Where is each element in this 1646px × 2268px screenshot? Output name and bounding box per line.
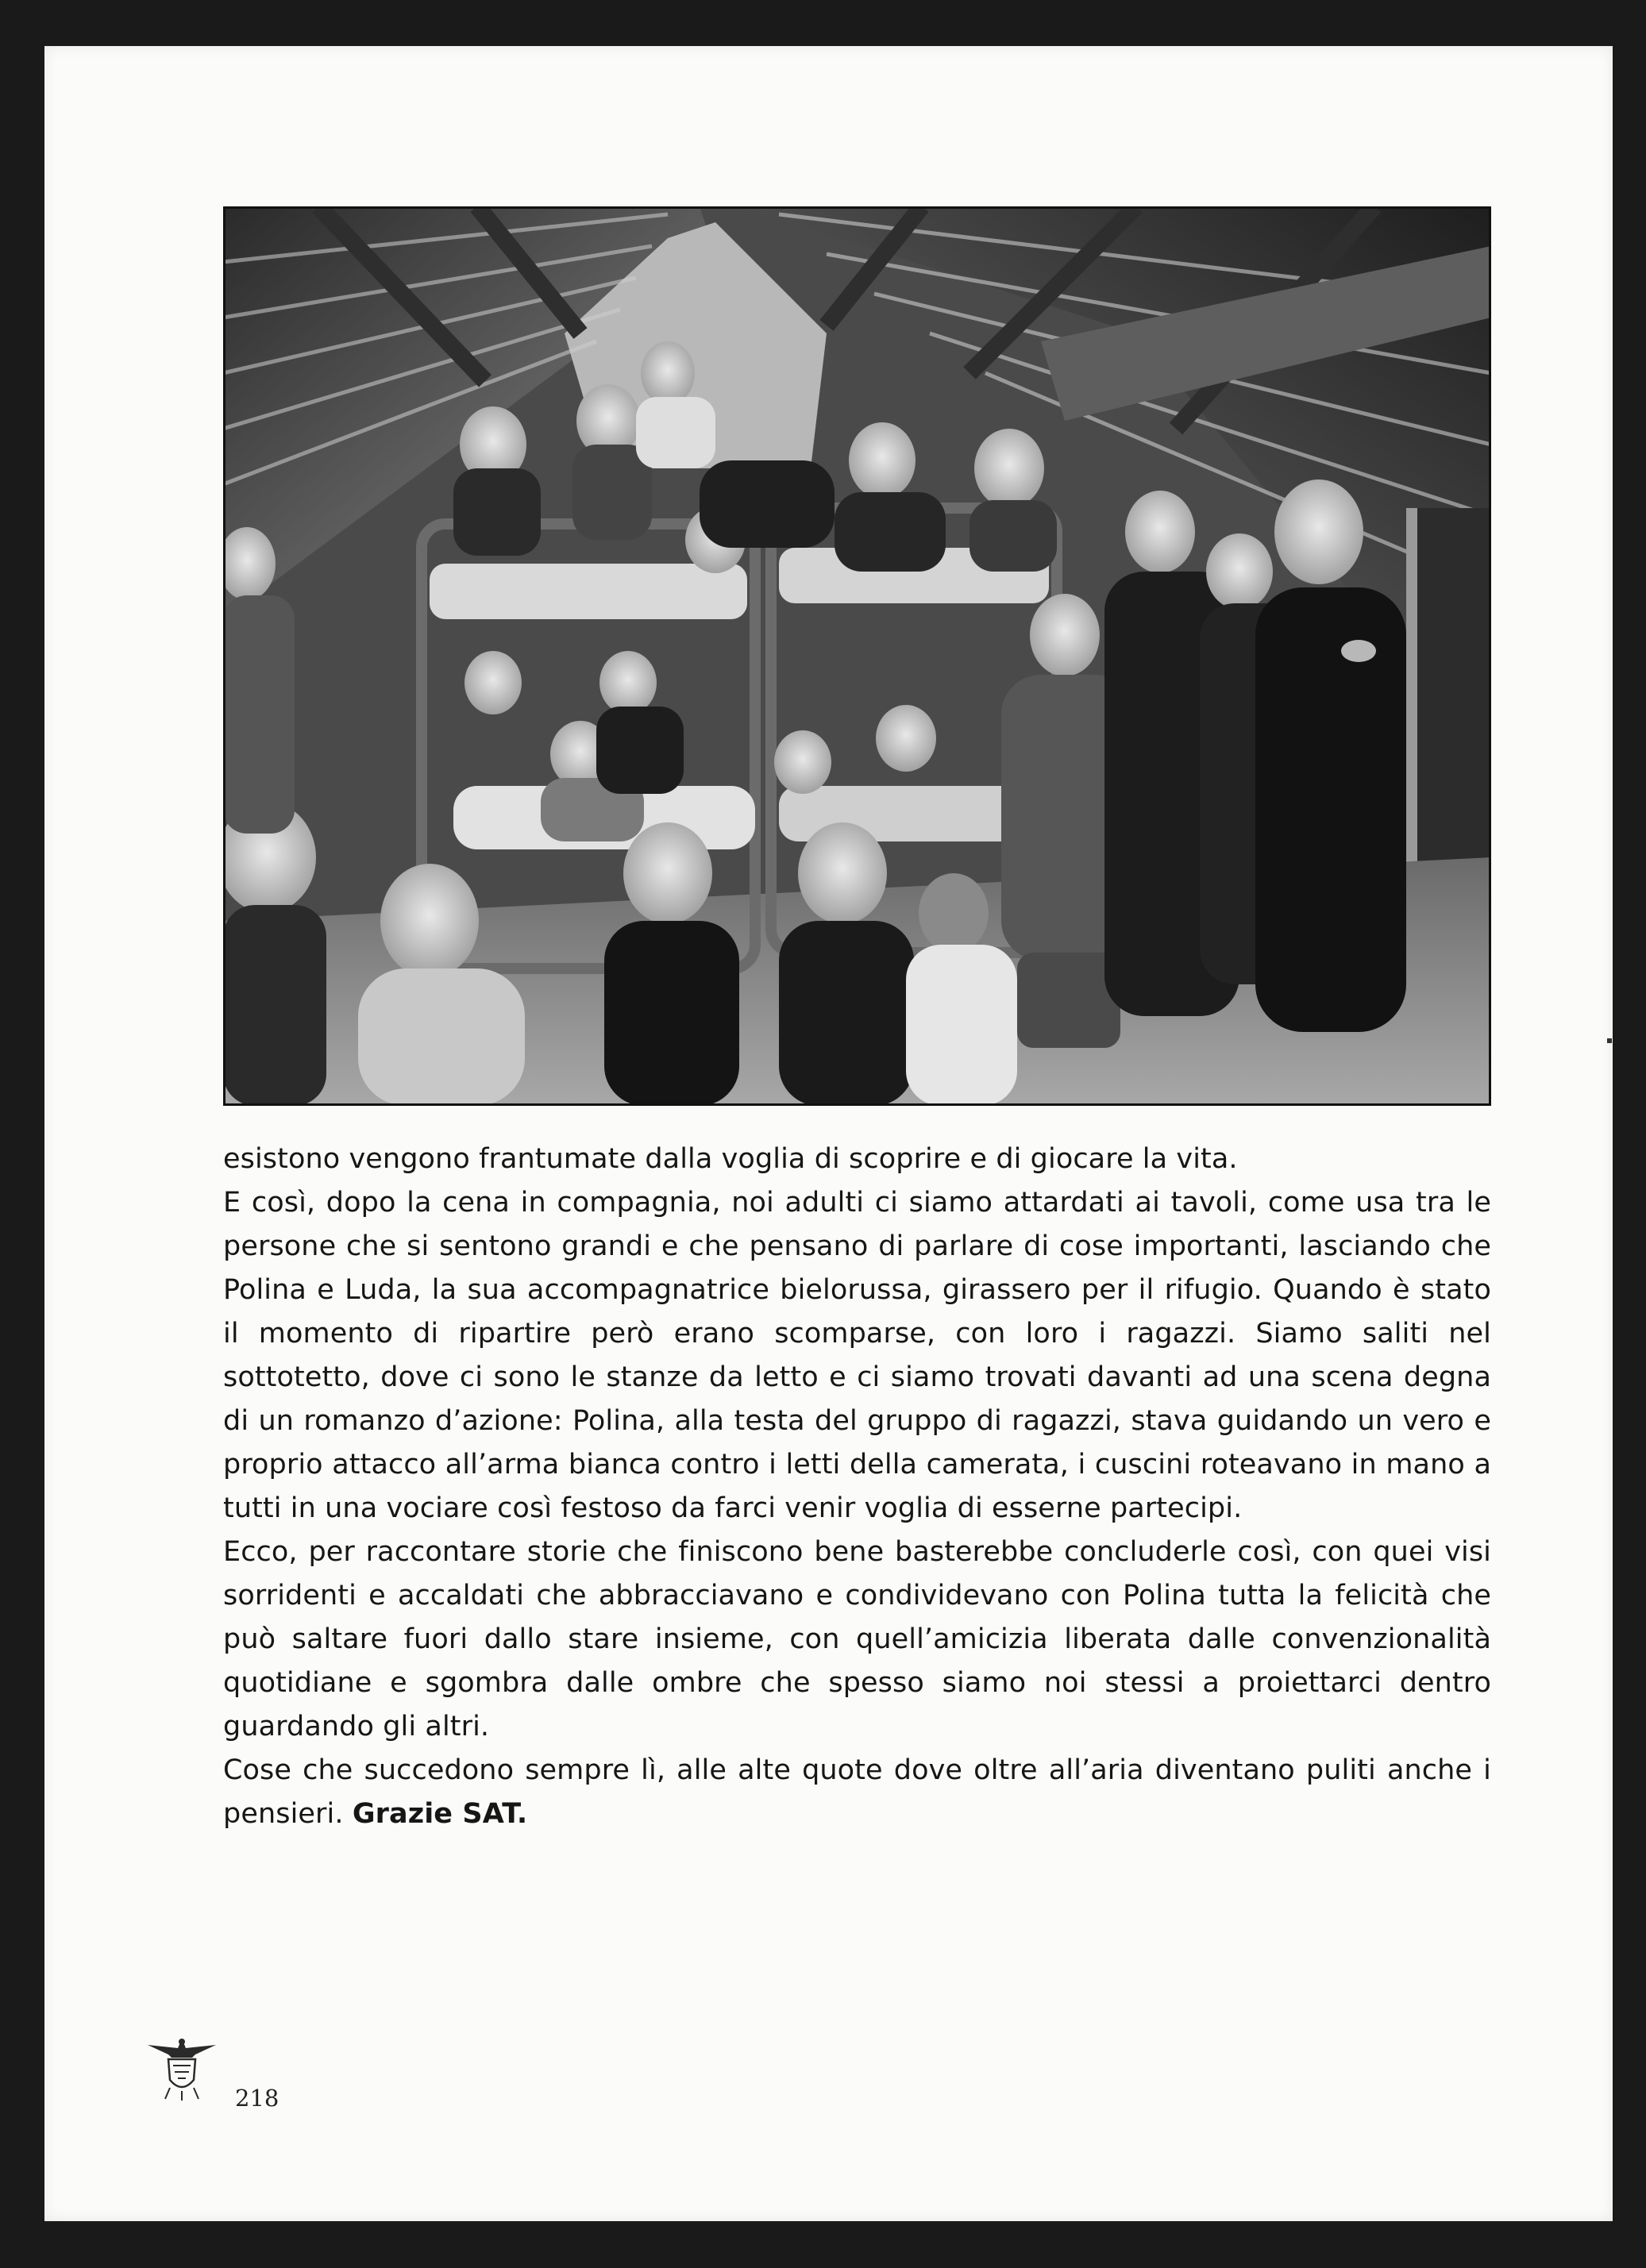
paragraph-3: Ecco, per raccontare storie che finiscono bene basterebbe concluderle così, con quei visi sorridenti e accaldati che abbracciavano e condividevano con Polina tutta la felicità che può saltare fuori dallo stare insieme, con quell’amicizia liberata dalle convenzionalità quotidiane e sgombra dalle ombre che spesso siamo noi stessi a proiettarci dentro guardando gli altri. — [223, 1536, 1491, 1742]
paragraph-1: esistono vengono frantumate dalla voglia di scoprire e di giocare la vita. — [223, 1143, 1238, 1175]
group-photo — [223, 206, 1491, 1106]
closing-thanks: Grazie SAT. — [352, 1798, 528, 1830]
paragraph-2: E così, dopo la cena in compagnia, noi adulti ci siamo attardati ai tavoli, come usa tra le persone che si sentono grandi e che pensano di parlare di cose importanti, lasciando che Polina e Luda, la sua accompagnatrice bielorussa, girassero per il rifugio. Quando è stato il momento di ripartire però erano scomparse, con loro i ragazzi. Siamo saliti nel sottotetto, dove ci sono le stanze da letto e ci siamo trovati davanti ad una scena degna di un romanzo d’azione: Polina, alla testa del gruppo di ragazzi, stava guidando un vero e proprio attacco all’arma bianca contro i letti della camerata, i cuscini roteavano in mano a tutti in una vociare così festoso da farci venir voglia di esserne partecipi. — [223, 1187, 1491, 1524]
paragraph-closing — [223, 1749, 1491, 1836]
closing-text: Cose che succedono sempre lì, alle alte quote dove oltre all’aria diventano puliti anche i pensieri. — [223, 1754, 1491, 1830]
book-page — [44, 46, 1613, 2221]
article-text — [223, 1138, 1491, 1836]
page-number: 218 — [235, 2085, 279, 2112]
photo-illustration — [223, 206, 1491, 1106]
scan-dot — [1607, 1038, 1612, 1043]
sat-eagle-emblem-icon — [146, 2031, 218, 2102]
